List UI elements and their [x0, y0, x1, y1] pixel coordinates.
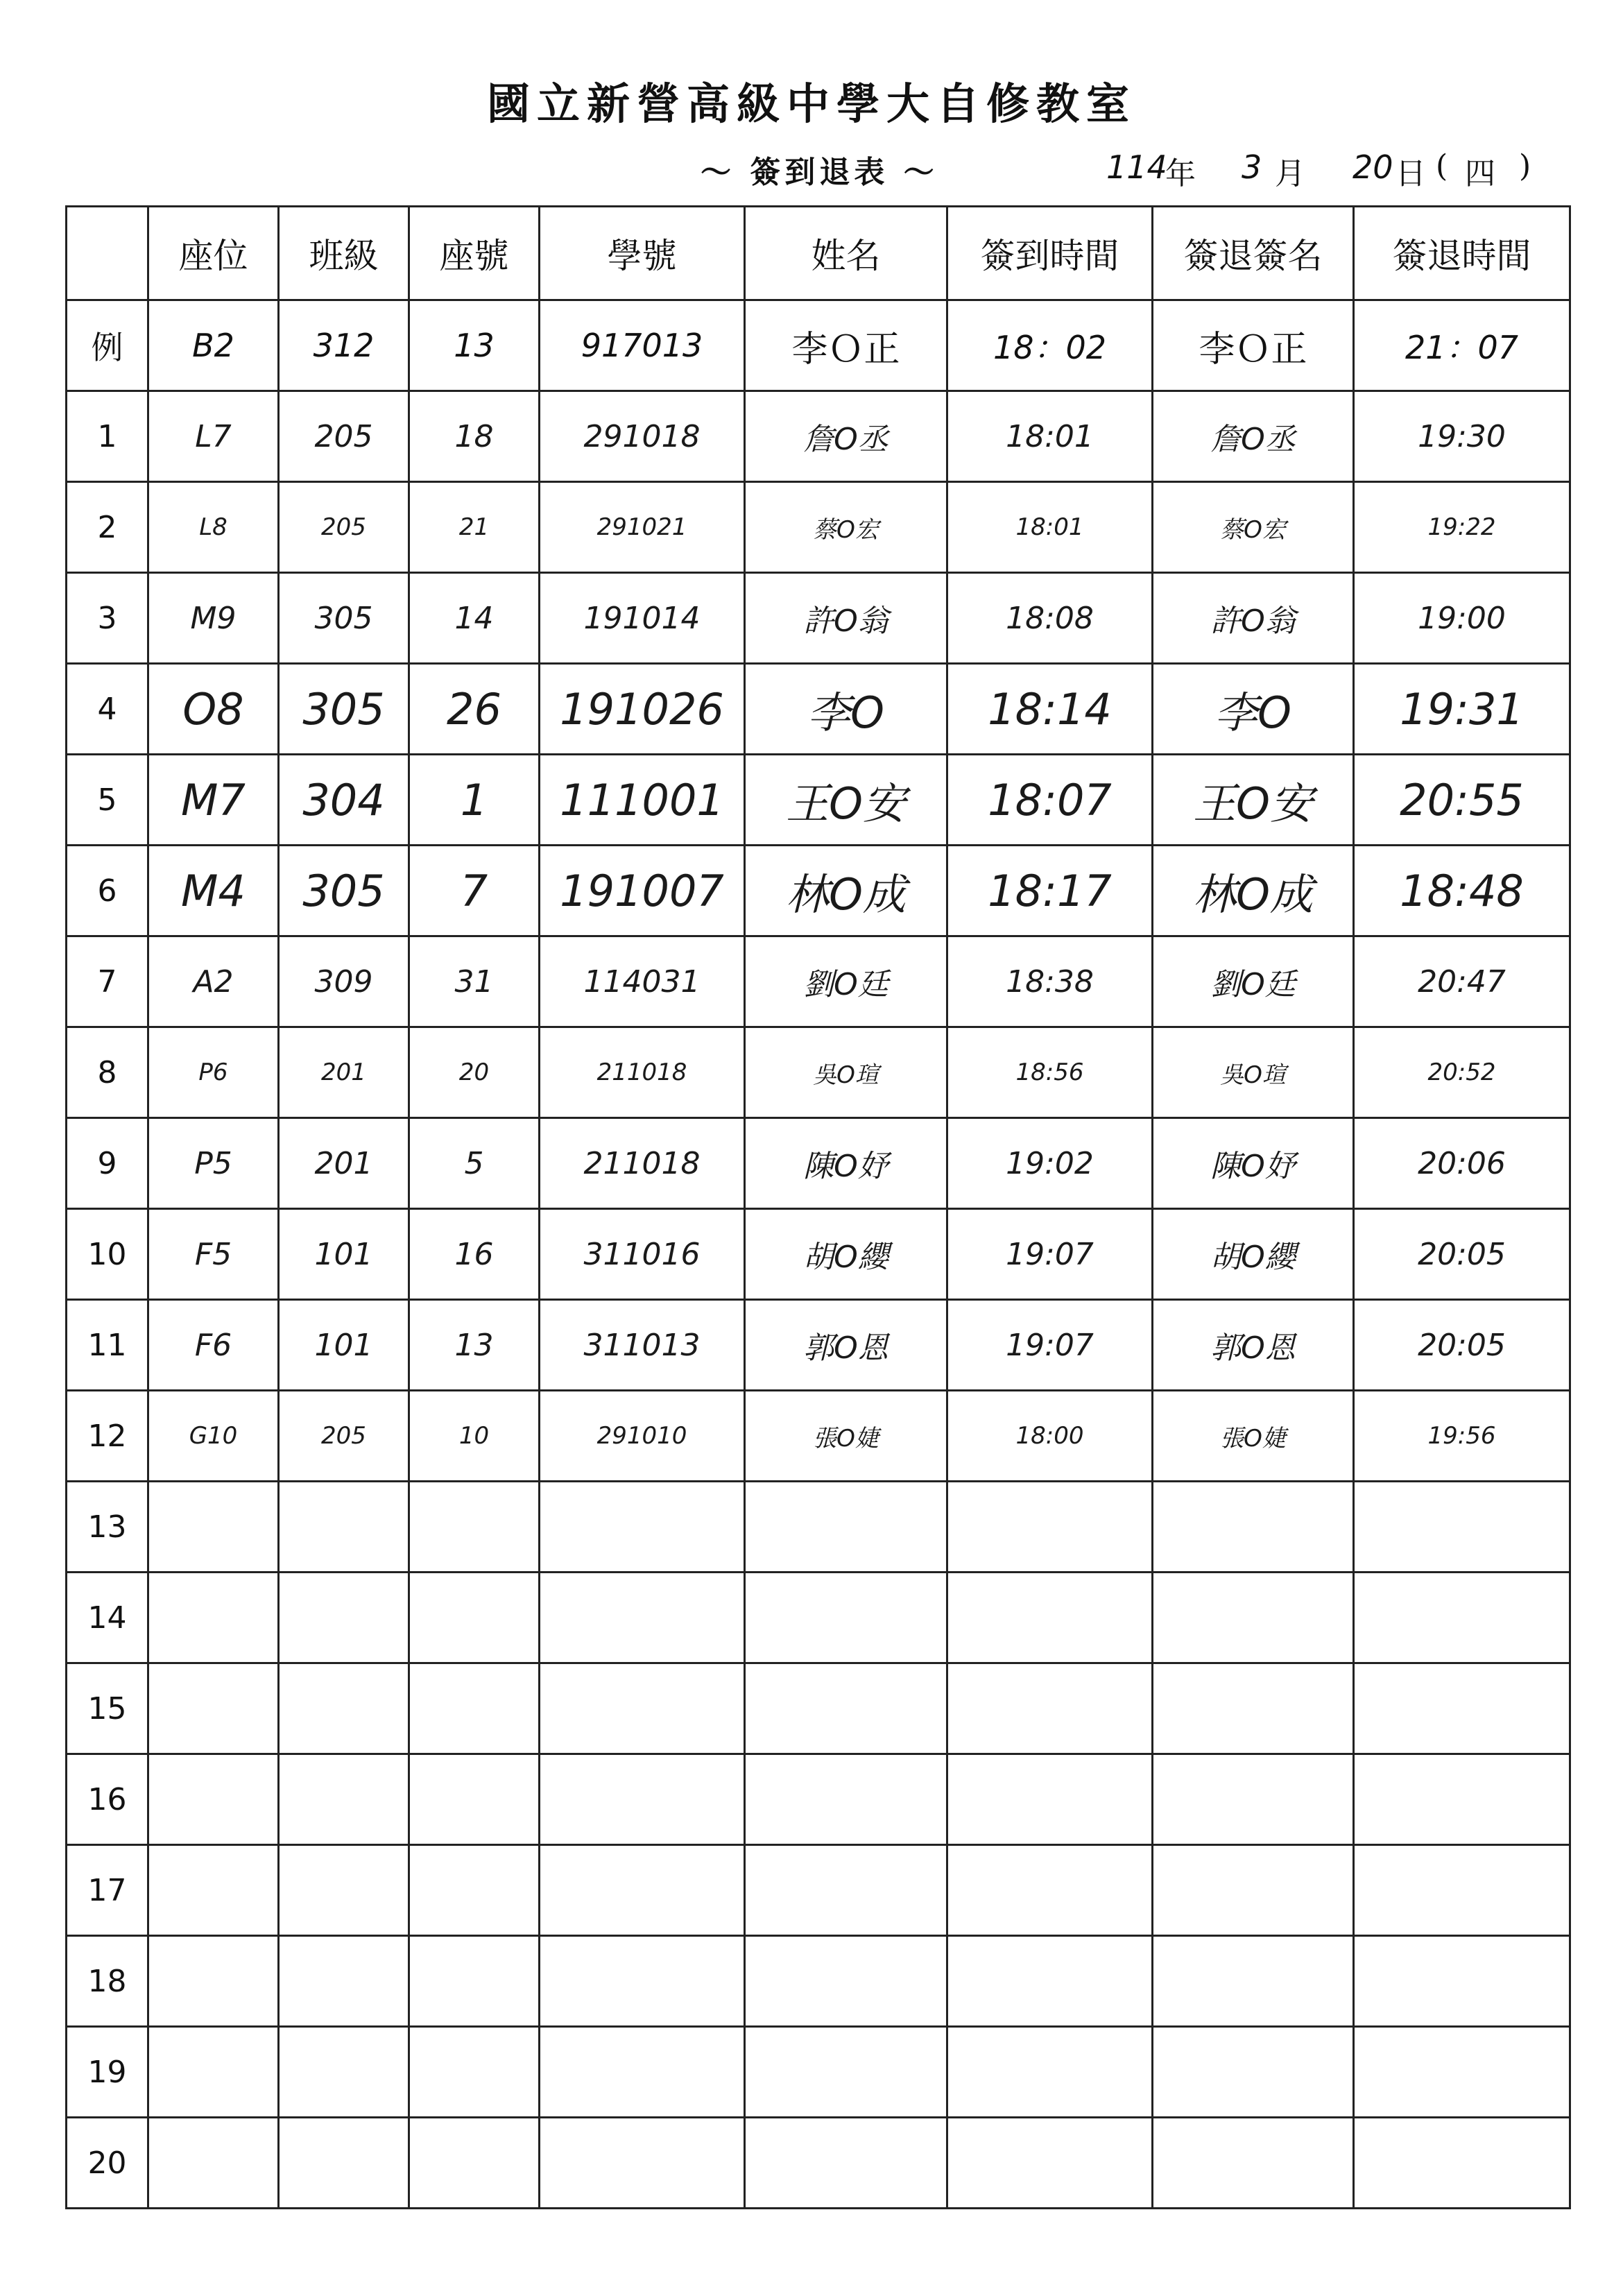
student-id-cell	[540, 1936, 745, 2027]
checkout-signature-cell: 林O成	[1153, 846, 1354, 936]
checkout-time-cell: 20:05	[1354, 1209, 1570, 1300]
name-cell	[745, 1573, 947, 1663]
weekday-open: (	[1436, 148, 1448, 184]
seat-no-cell: 31	[409, 936, 540, 1027]
seat-cell: A2	[148, 936, 279, 1027]
class-cell: 201	[279, 1027, 409, 1118]
checkout-time-cell: 20:06	[1354, 1118, 1570, 1209]
row-index: 17	[67, 1845, 148, 1936]
table-row	[67, 1845, 1570, 1936]
column-header-student-id: 學號	[540, 207, 745, 300]
table-row	[67, 1300, 1570, 1391]
checkout-time-cell: 20:52	[1354, 1027, 1570, 1118]
seat-cell: L7	[148, 391, 279, 482]
name-cell: 李O	[745, 664, 947, 755]
checkout-time-cell: 19:56	[1354, 1391, 1570, 1482]
checkout-time-cell: 20:05	[1354, 1300, 1570, 1391]
checkout-signature-cell: 李O	[1153, 664, 1354, 755]
name-cell	[745, 1663, 947, 1754]
date-year: 114	[1106, 148, 1167, 186]
checkin-time-cell: 19:07	[947, 1209, 1153, 1300]
checkout-time-cell	[1354, 1754, 1570, 1845]
seat-no-cell: 14	[409, 573, 540, 664]
name-cell: 王O安	[745, 755, 947, 846]
table-row	[67, 1209, 1570, 1300]
checkin-time-cell: 18:01	[947, 391, 1153, 482]
checkout-signature-cell	[1153, 1482, 1354, 1573]
page-title: 國立新營高級中學大自修教室	[486, 78, 1136, 129]
seat-cell: F5	[148, 1209, 279, 1300]
row-index: 4	[67, 664, 148, 755]
seat-cell: M4	[148, 846, 279, 936]
seat-no-cell: 5	[409, 1118, 540, 1209]
student-id-cell	[540, 2118, 745, 2209]
example-seat-no: 13	[409, 300, 540, 391]
row-index: 9	[67, 1118, 148, 1209]
student-id-cell: 111001	[540, 755, 745, 846]
seat-no-cell: 10	[409, 1391, 540, 1482]
checkin-time-cell: 18:01	[947, 482, 1153, 573]
name-cell: 詹O丞	[745, 391, 947, 482]
seat-cell: P6	[148, 1027, 279, 1118]
name-cell: 郭O恩	[745, 1300, 947, 1391]
seat-no-cell	[409, 1845, 540, 1936]
checkout-signature-cell: 王O安	[1153, 755, 1354, 846]
class-cell: 101	[279, 1209, 409, 1300]
seat-cell: M9	[148, 573, 279, 664]
seat-cell	[148, 1754, 279, 1845]
name-cell: 張O婕	[745, 1391, 947, 1482]
class-cell: 101	[279, 1300, 409, 1391]
example-checkout-signature: 李Ｏ正	[1153, 300, 1354, 391]
checkin-time-cell: 19:02	[947, 1118, 1153, 1209]
example-student-id: 917013	[540, 300, 745, 391]
row-index: 8	[67, 1027, 148, 1118]
checkout-signature-cell: 劉O廷	[1153, 936, 1354, 1027]
checkin-time-cell: 18:38	[947, 936, 1153, 1027]
class-cell	[279, 1754, 409, 1845]
table-row	[67, 573, 1570, 664]
weekday: 四	[1465, 156, 1495, 191]
class-cell: 205	[279, 391, 409, 482]
name-cell: 蔡O宏	[745, 482, 947, 573]
name-cell: 陳O妤	[745, 1118, 947, 1209]
seat-cell	[148, 1845, 279, 1936]
checkin-time-cell: 18:17	[947, 846, 1153, 936]
name-cell	[745, 1936, 947, 2027]
table-row	[67, 482, 1570, 573]
seat-cell: P5	[148, 1118, 279, 1209]
seat-cell	[148, 1936, 279, 2027]
example-checkin-time: 18：02	[947, 300, 1153, 391]
table-row	[67, 1936, 1570, 2027]
column-header-index	[67, 207, 148, 300]
checkin-time-cell: 18:14	[947, 664, 1153, 755]
table-row	[67, 391, 1570, 482]
seat-no-cell	[409, 1573, 540, 1663]
seat-cell: F6	[148, 1300, 279, 1391]
name-cell	[745, 1845, 947, 1936]
checkout-signature-cell	[1153, 1754, 1354, 1845]
checkout-time-cell	[1354, 1573, 1570, 1663]
class-cell: 305	[279, 664, 409, 755]
seat-cell	[148, 2027, 279, 2118]
seat-no-cell	[409, 2118, 540, 2209]
checkout-time-cell: 19:30	[1354, 391, 1570, 482]
example-seat: B2	[148, 300, 279, 391]
class-cell	[279, 2027, 409, 2118]
row-index: 18	[67, 1936, 148, 2027]
subtitle-line	[0, 147, 1623, 196]
checkout-time-cell: 20:55	[1354, 755, 1570, 846]
column-header-checkout-signature: 簽退簽名	[1153, 207, 1354, 300]
checkout-signature-cell	[1153, 1845, 1354, 1936]
row-index: 16	[67, 1754, 148, 1845]
seat-cell	[148, 1482, 279, 1573]
seat-cell	[148, 1663, 279, 1754]
seat-no-cell	[409, 2027, 540, 2118]
table-row	[67, 936, 1570, 1027]
month-unit: 月	[1275, 156, 1305, 191]
student-id-cell: 191014	[540, 573, 745, 664]
day-unit: 日	[1396, 156, 1426, 191]
table-row	[67, 2027, 1570, 2118]
checkout-signature-cell: 張O婕	[1153, 1391, 1354, 1482]
name-cell	[745, 2118, 947, 2209]
student-id-cell: 311013	[540, 1300, 745, 1391]
checkout-time-cell	[1354, 1663, 1570, 1754]
table-row	[67, 1573, 1570, 1663]
seat-no-cell: 7	[409, 846, 540, 936]
checkout-signature-cell: 胡O纓	[1153, 1209, 1354, 1300]
checkin-time-cell: 18:00	[947, 1391, 1153, 1482]
column-header-checkin-time: 簽到時間	[947, 207, 1153, 300]
checkout-time-cell	[1354, 2027, 1570, 2118]
row-index: 1	[67, 391, 148, 482]
checkout-signature-cell	[1153, 2027, 1354, 2118]
checkout-signature-cell	[1153, 1573, 1354, 1663]
example-class: 312	[279, 300, 409, 391]
row-index: 5	[67, 755, 148, 846]
seat-no-cell	[409, 1754, 540, 1845]
row-index: 12	[67, 1391, 148, 1482]
student-id-cell	[540, 1663, 745, 1754]
checkin-time-cell	[947, 1663, 1153, 1754]
name-cell	[745, 1482, 947, 1573]
student-id-cell: 311016	[540, 1209, 745, 1300]
name-cell	[745, 2027, 947, 2118]
seat-cell	[148, 2118, 279, 2209]
checkout-time-cell: 19:22	[1354, 482, 1570, 573]
year-unit: 年	[1165, 156, 1196, 191]
student-id-cell: 291010	[540, 1391, 745, 1482]
checkout-signature-cell: 陳O妤	[1153, 1118, 1354, 1209]
student-id-cell: 191026	[540, 664, 745, 755]
seat-no-cell: 26	[409, 664, 540, 755]
column-header-checkout-time: 簽退時間	[1354, 207, 1570, 300]
name-cell: 胡O纓	[745, 1209, 947, 1300]
row-index: 2	[67, 482, 148, 573]
student-id-cell	[540, 1845, 745, 1936]
seat-no-cell: 16	[409, 1209, 540, 1300]
seat-no-cell	[409, 1663, 540, 1754]
table-row	[67, 1027, 1570, 1118]
seat-cell: O8	[148, 664, 279, 755]
table-row	[67, 664, 1570, 755]
student-id-cell	[540, 1573, 745, 1663]
student-id-cell: 114031	[540, 936, 745, 1027]
table-row	[67, 2118, 1570, 2209]
table-row	[67, 846, 1570, 936]
class-cell: 305	[279, 573, 409, 664]
column-header-seat-no: 座號	[409, 207, 540, 300]
checkin-time-cell	[947, 1482, 1153, 1573]
column-header-name: 姓名	[745, 207, 947, 300]
name-cell: 林O成	[745, 846, 947, 936]
seat-no-cell: 20	[409, 1027, 540, 1118]
row-index: 3	[67, 573, 148, 664]
class-cell: 309	[279, 936, 409, 1027]
checkout-signature-cell: 詹O丞	[1153, 391, 1354, 482]
name-cell: 劉O廷	[745, 936, 947, 1027]
class-cell	[279, 1663, 409, 1754]
class-cell: 305	[279, 846, 409, 936]
row-index: 10	[67, 1209, 148, 1300]
student-id-cell: 191007	[540, 846, 745, 936]
checkin-time-cell: 18:07	[947, 755, 1153, 846]
example-checkout-time: 21：07	[1354, 300, 1570, 391]
row-index: 13	[67, 1482, 148, 1573]
example-row	[67, 300, 1570, 391]
checkout-time-cell	[1354, 1845, 1570, 1936]
student-id-cell: 291018	[540, 391, 745, 482]
row-index: 14	[67, 1573, 148, 1663]
checkin-time-cell	[947, 2118, 1153, 2209]
table-row	[67, 1482, 1570, 1573]
student-id-cell: 211018	[540, 1027, 745, 1118]
checkout-time-cell: 18:48	[1354, 846, 1570, 936]
row-index: 19	[67, 2027, 148, 2118]
seat-no-cell: 21	[409, 482, 540, 573]
column-header-class: 班級	[279, 207, 409, 300]
checkout-time-cell: 19:00	[1354, 573, 1570, 664]
table-row	[67, 1754, 1570, 1845]
row-index: 7	[67, 936, 148, 1027]
seat-no-cell	[409, 1936, 540, 2027]
seat-cell: G10	[148, 1391, 279, 1482]
seat-cell: L8	[148, 482, 279, 573]
class-cell	[279, 1573, 409, 1663]
date-day: 20	[1352, 148, 1393, 186]
date-month: 3	[1242, 148, 1262, 186]
seat-no-cell	[409, 1482, 540, 1573]
seat-cell: M7	[148, 755, 279, 846]
checkin-time-cell	[947, 1754, 1153, 1845]
table-row	[67, 1391, 1570, 1482]
class-cell: 304	[279, 755, 409, 846]
checkout-signature-cell	[1153, 1936, 1354, 2027]
row-index: 15	[67, 1663, 148, 1754]
example-index: 例	[67, 300, 148, 391]
checkout-time-cell	[1354, 1482, 1570, 1573]
column-header-seat: 座位	[148, 207, 279, 300]
sign-in-sheet-table	[65, 205, 1571, 2209]
seat-no-cell: 18	[409, 391, 540, 482]
checkout-time-cell	[1354, 2118, 1570, 2209]
example-name: 李Ｏ正	[745, 300, 947, 391]
student-id-cell	[540, 1754, 745, 1845]
checkin-time-cell	[947, 1936, 1153, 2027]
student-id-cell: 211018	[540, 1118, 745, 1209]
checkout-signature-cell	[1153, 1663, 1354, 1754]
student-id-cell	[540, 2027, 745, 2118]
name-cell	[745, 1754, 947, 1845]
class-cell	[279, 1845, 409, 1936]
class-cell	[279, 1482, 409, 1573]
checkout-time-cell: 20:47	[1354, 936, 1570, 1027]
name-cell: 許O翁	[745, 573, 947, 664]
class-cell: 205	[279, 1391, 409, 1482]
checkout-time-cell	[1354, 1936, 1570, 2027]
checkout-time-cell: 19:31	[1354, 664, 1570, 755]
checkout-signature-cell: 郭O恩	[1153, 1300, 1354, 1391]
row-index: 6	[67, 846, 148, 936]
row-index: 20	[67, 2118, 148, 2209]
student-id-cell: 291021	[540, 482, 745, 573]
checkout-signature-cell: 吳O瑄	[1153, 1027, 1354, 1118]
table-row	[67, 755, 1570, 846]
checkin-time-cell	[947, 1573, 1153, 1663]
checkout-signature-cell: 許O翁	[1153, 573, 1354, 664]
checkout-signature-cell: 蔡O宏	[1153, 482, 1354, 573]
checkout-signature-cell	[1153, 2118, 1354, 2209]
class-cell	[279, 1936, 409, 2027]
class-cell: 205	[279, 482, 409, 573]
checkin-time-cell	[947, 1845, 1153, 1936]
checkin-time-cell: 18:08	[947, 573, 1153, 664]
table-row	[67, 1118, 1570, 1209]
class-cell	[279, 2118, 409, 2209]
checkin-time-cell	[947, 2027, 1153, 2118]
row-index: 11	[67, 1300, 148, 1391]
student-id-cell	[540, 1482, 745, 1573]
checkin-time-cell: 18:56	[947, 1027, 1153, 1118]
seat-cell	[148, 1573, 279, 1663]
checkin-time-cell: 19:07	[947, 1300, 1153, 1391]
class-cell: 201	[279, 1118, 409, 1209]
table-row	[67, 1663, 1570, 1754]
header-row	[67, 207, 1570, 300]
weekday-close: )	[1519, 148, 1531, 184]
sheet-subtitle: 〜 簽到退表 〜	[701, 155, 938, 190]
name-cell: 吳O瑄	[745, 1027, 947, 1118]
seat-no-cell: 1	[409, 755, 540, 846]
seat-no-cell: 13	[409, 1300, 540, 1391]
